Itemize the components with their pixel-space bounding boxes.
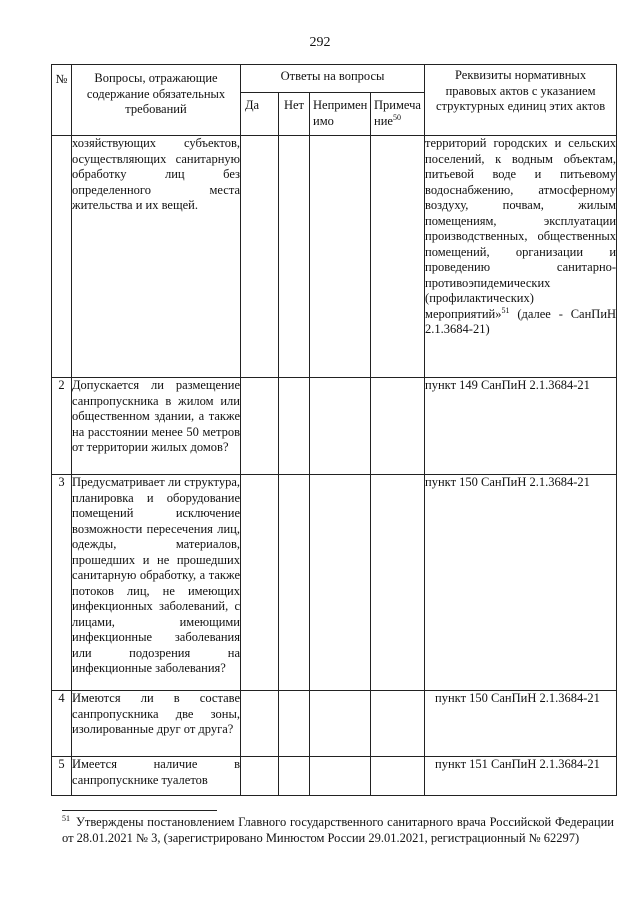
footnote	[62, 814, 614, 846]
header-row	[52, 65, 617, 93]
row-question: хозяйствующих субъектов, осуществляющих санитарную обработку лиц без определенного места жительства и их вещей.	[72, 136, 241, 378]
footnote-text: Утверждены постановлением Главного государственного санитарного врача Российской Федерации от 28.01.2021 № 3, (зарегистрировано Минюстом России 29.01.2021, регистрационный № 62297)	[62, 815, 614, 845]
row-requisite: пункт 149 СанПиН 2.1.3684-21	[425, 378, 617, 475]
header-num: №	[52, 65, 72, 136]
table-row	[52, 691, 617, 757]
row-number: 4	[52, 691, 72, 757]
table-row	[52, 136, 617, 378]
answer-note-cell[interactable]	[371, 757, 425, 796]
table-row	[52, 757, 617, 796]
header-note	[371, 93, 425, 136]
answer-na-cell[interactable]	[310, 378, 371, 475]
row-requisite: пункт 150 СанПиН 2.1.3684-21	[425, 691, 617, 757]
answer-yes-cell[interactable]	[241, 757, 279, 796]
header-questions: Вопросы, отражающие содержание обязательных требований	[72, 65, 241, 136]
answer-note-cell[interactable]	[371, 475, 425, 691]
answer-no-cell[interactable]	[279, 136, 310, 378]
header-answers: Ответы на вопросы	[241, 65, 425, 93]
requisite-text: территорий городских и сельских поселений, к водным объектам, питьевой воде и питьевому водоснабжению, атмосферному воздуху, почвам, жилым помещениям, эксплуатации производственных, общественных помещений, организации и проведению санитарно-противоэпидемических (профилактических) мероприятий»	[425, 136, 617, 321]
answer-no-cell[interactable]	[279, 691, 310, 757]
answer-note-cell[interactable]	[371, 136, 425, 378]
row-number: 2	[52, 378, 72, 475]
table-row	[52, 475, 617, 691]
footnote-divider	[62, 810, 217, 811]
footnote-ref: 51	[501, 305, 510, 315]
page-number: 292	[309, 35, 331, 50]
answer-note-cell[interactable]	[371, 691, 425, 757]
footnote-mark: 51	[62, 813, 70, 823]
answer-na-cell[interactable]	[310, 136, 371, 378]
header-na: Неприменимо	[310, 93, 371, 136]
row-requisite: пункт 150 СанПиН 2.1.3684-21	[425, 475, 617, 691]
answer-no-cell[interactable]	[279, 757, 310, 796]
answer-no-cell[interactable]	[279, 378, 310, 475]
row-question: Имеются ли в составе санпропускника две зоны, изолированные друг от друга?	[72, 691, 241, 757]
header-note-sup: 50	[392, 112, 401, 122]
row-requisite	[425, 136, 617, 378]
answer-na-cell[interactable]	[310, 475, 371, 691]
answer-yes-cell[interactable]	[241, 475, 279, 691]
answer-yes-cell[interactable]	[241, 136, 279, 378]
answer-note-cell[interactable]	[371, 378, 425, 475]
header-no: Нет	[279, 93, 310, 136]
row-number: 3	[52, 475, 72, 691]
requisite-tail: (далее - СанПиН 2.1.3684-21)	[425, 306, 617, 336]
answer-no-cell[interactable]	[279, 475, 310, 691]
answer-yes-cell[interactable]	[241, 691, 279, 757]
table-row	[52, 378, 617, 475]
header-requisites: Реквизиты нормативных правовых актов с указанием структурных единиц этих актов	[425, 65, 617, 136]
row-number: 5	[52, 757, 72, 796]
header-note-text: Примечание	[374, 98, 421, 128]
answer-na-cell[interactable]	[310, 691, 371, 757]
row-number	[52, 136, 72, 378]
row-question: Имеется наличие в санпропускнике туалетов	[72, 757, 241, 796]
row-question: Допускается ли размещение санпропускника в жилом или общественном здании, а также на расстоянии менее 50 метров от территории жилых домов?	[72, 378, 241, 475]
row-question: Предусматривает ли структура, планировка и оборудование помещений исключение возможности пересечения лиц, одежды, материалов, прошедших и не прошедших санитарную обработку, а также потоков лиц, не имеющих инфекционных заболеваний, с лицами, имеющими инфекционные заболевания или подозрения на инфекционные заболевания?	[72, 475, 241, 691]
header-yes: Да	[241, 93, 279, 136]
row-requisite: пункт 151 СанПиН 2.1.3684-21	[425, 757, 617, 796]
answer-yes-cell[interactable]	[241, 378, 279, 475]
requirements-table	[51, 64, 617, 796]
answer-na-cell[interactable]	[310, 757, 371, 796]
